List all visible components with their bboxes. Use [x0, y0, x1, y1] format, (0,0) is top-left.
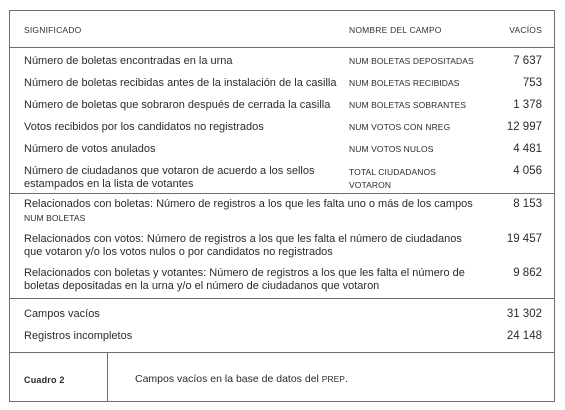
- row-field-name: NUM BOLETAS DEPOSITADAS: [349, 56, 474, 66]
- row-empty-count: 7 637: [513, 55, 542, 67]
- row-description: Número de boletas recibidas antes de la instalación de la casilla: [24, 77, 337, 89]
- row-empty-count: 4 056: [513, 165, 542, 177]
- row-description: Número de boletas que sobraron después de cerrada la casilla: [24, 99, 331, 111]
- row-field-name: NUM VOTOS CON NREG: [349, 122, 451, 132]
- total-value: 24 148: [506, 330, 542, 342]
- row-description-line2: NUM BOLETAS: [24, 213, 86, 223]
- table-caption: [135, 373, 348, 385]
- row-description-line2: boletas depositadas en la urna y/o el número de ciudadanos que votaron: [24, 280, 380, 292]
- row-empty-count: 4 481: [513, 143, 542, 155]
- divider-header: [10, 47, 554, 48]
- row-description: Número de votos anulados: [24, 143, 156, 155]
- row-description-line1: Número de ciudadanos que votaron de acuerdo a los sellos: [24, 165, 315, 177]
- row-empty-count: 753: [522, 77, 542, 89]
- row-field-name: NUM VOTOS NULOS: [349, 144, 434, 154]
- table-number: Cuadro 2: [24, 375, 65, 385]
- row-field-name: NUM BOLETAS SOBRANTES: [349, 100, 467, 110]
- row-description-line2: que votaron y/o los votos nulos o por candidatos no registrados: [24, 246, 333, 258]
- row-empty-count: 9 862: [513, 267, 542, 279]
- row-description-line1: Relacionados con boletas: Número de registros a los que les falta uno o más de los campos: [24, 198, 473, 210]
- total-label: Campos vacíos: [24, 308, 100, 320]
- row-field-name-line1: TOTAL CIUDADANOS: [349, 167, 436, 177]
- row-description-line1: Relacionados con boletas y votantes: Número de registros a los que les falta el número de: [24, 267, 465, 279]
- header-vacios: VACÍOS: [509, 25, 542, 35]
- header-nombre-campo: NOMBRE DEL CAMPO: [349, 25, 442, 35]
- row-description: Número de boletas encontradas en la urna: [24, 55, 233, 67]
- divider-group1: [10, 193, 554, 194]
- caption-end: .: [344, 373, 348, 385]
- caption-acronym: PREP: [321, 374, 345, 384]
- row-description-line1: Relacionados con votos: Número de registros a los que les falta el número de ciudadanos: [24, 233, 462, 245]
- caption-divider: [107, 352, 108, 402]
- table-frame: [9, 10, 555, 402]
- row-field-name: NUM BOLETAS RECIBIDAS: [349, 78, 460, 88]
- row-empty-count: 19 457: [506, 233, 542, 245]
- total-value: 31 302: [506, 308, 542, 320]
- row-description-line2: estampados en la lista de votantes: [24, 178, 194, 190]
- divider-caption: [10, 352, 554, 353]
- row-empty-count: 8 153: [513, 198, 542, 210]
- row-empty-count: 12 997: [506, 121, 542, 133]
- total-label: Registros incompletos: [24, 330, 133, 342]
- row-empty-count: 1 378: [513, 99, 542, 111]
- caption-text: Campos vacíos en la base de datos del: [135, 373, 322, 385]
- row-field-name-line2: VOTARON: [349, 180, 392, 190]
- header-significado: SIGNIFICADO: [24, 25, 82, 35]
- divider-group2: [10, 298, 554, 299]
- row-description: Votos recibidos por los candidatos no registrados: [24, 121, 264, 133]
